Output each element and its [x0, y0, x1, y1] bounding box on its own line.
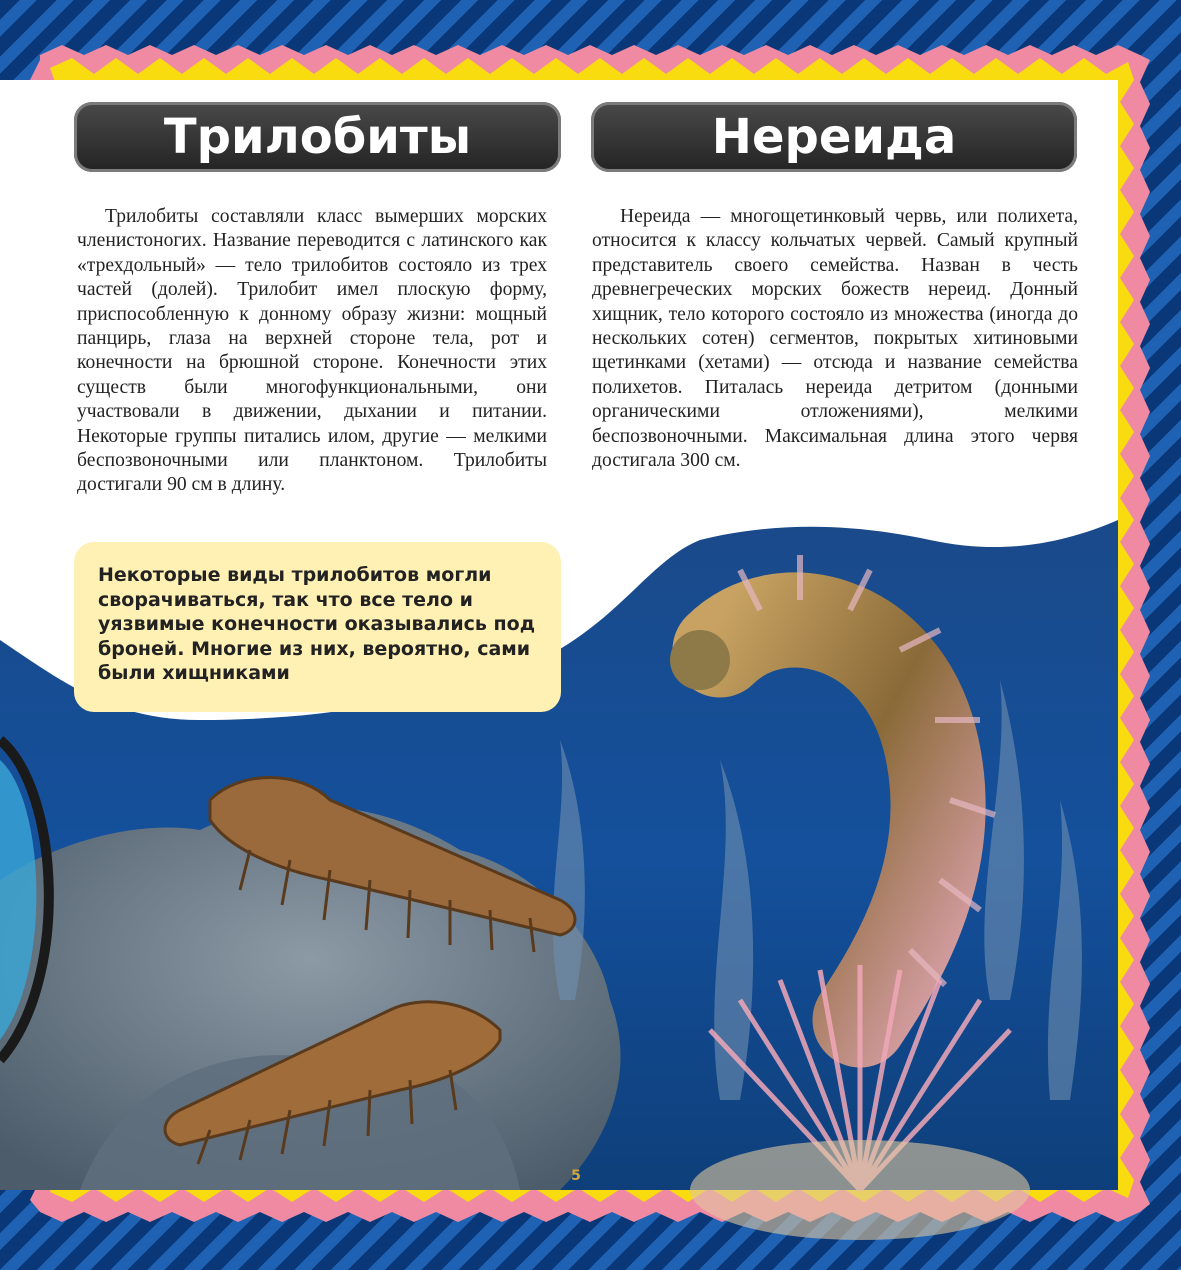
title-nereid: Нереида	[591, 102, 1077, 172]
callout-text: Некоторые виды трилобитов могли сворачиваться, так что все тело и уязвимые конечности оказывались под броней. Многие из них, вероятно, сами были хищниками	[98, 564, 536, 684]
nereid-text: Нереида — многощетинковый червь, или полихета, относится к классу кольчатых червей. Самый крупный представитель своего семейства. Назван в честь древнегреческих морских божеств нереид. Донный хищник, тело которого состояло из множества (иногда до нескольких сотен) сегментов, покрытых хитиновыми щетинками (хетами) — отсюда и название семейства полихетов. Питалась нереида детритом (донными органическими отложениями), мелкими беспозвоночными. Максимальная длина этого червя достигала 300 см.	[592, 206, 1078, 472]
trilobites-text: Трилобиты составляли класс вымерших морских членистоногих. Название переводится с латинского как «трехдольный» — тело трилобитов состояло из трех частей (долей). Трилобит имел плоскую форму, приспособленную к донному образу жизни: мощный панцирь, глаза на верхней стороне тела, рот и конечности на брюшной стороне. Конечности этих существ были многофункциональными, они участвовали в движении, дыхании и питании. Некоторые группы питались илом, другие — мелкими беспозвоночными или планктоном. Трилобиты достигали 90 см в длину.	[77, 206, 547, 496]
title-trilobites: Трилобиты	[74, 102, 561, 172]
page-number: 5	[571, 1168, 581, 1184]
